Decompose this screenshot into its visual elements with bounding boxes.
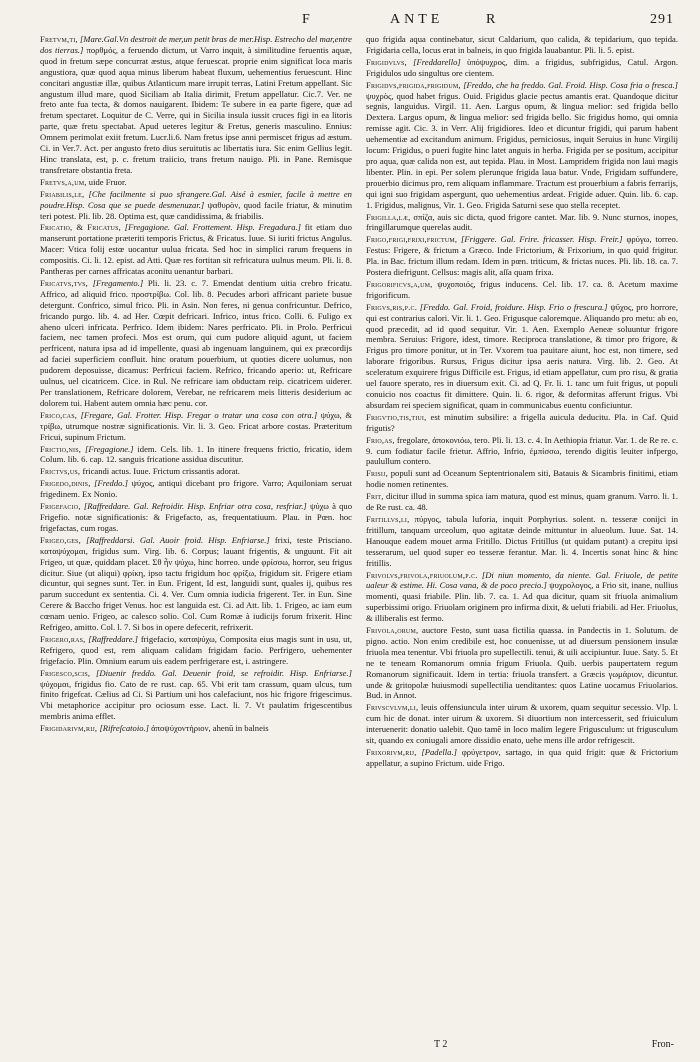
entry-definition: Pli. li. 23. c. 7. Emendat dentium uitia crebro fricatu. Affrico, ad aliquid frico. προστρίβω. Col. lib. 8. Pecudes arbori affricant pariete busue detergunt. Confrico, simul frico. Pli. in Asin. Non feres, ni genua confricuntur. Defrico, fricando purgo. lib. 4. ad Her. Cœpit defricari. Infrico, intus frico. Colli. 6. Fuligo ex aheno ulceri infricata. Perfrico. Idem ibidem: Nares perfricato. Pli. in Prolo. Perfricui faciem, nec tamen profeci. Mos est orum, qui cum pudore aliquid agunt, ut faciem perfricent, natura ipsa ad id impellente, quasi ab ingenuam languinem, qui ex præcordijs ad faciei superficiem confluit. hinc oratum pouerbium, ut quoties dicere uolumus, non pudorem deposuisse, dicamus: Perfricui faciem. Refrico, fricando aperio: ut, Refricare uulnus, uel cicatricem. Cice. in Rul. Ne refricare iam obductam reip. cicatricem uiderer. Per translationem, Refricare dolorem, Verebar, ne refricarem meis litteris desiderium ac dolorem tui. Habent autem omnia hæc penu. cor.: [40, 277, 352, 408]
entry-headword: Frigefacio,: [40, 501, 81, 512]
dictionary-entry: [40, 34, 352, 176]
entry-definition: φρύγετρον, sartago, in qua quid frigit: quæ & Frictorium appellatur, a supino Frictum. uide Frigo.: [366, 747, 678, 768]
entry-vernacular-glosses: [Di niun momento, da niente. Gal. Friuole, de petite ualeur & estime. Hi. Cosa vana, & de poco precio.]: [366, 569, 678, 591]
dictionary-entry: [366, 702, 678, 746]
entry-vernacular-glosses: [Freddo.]: [94, 478, 128, 489]
dictionary-entry: [366, 212, 678, 234]
entry-headword: Frigesco,scis,: [40, 667, 91, 678]
entry-vernacular-glosses: [Mare.Gal.Vn destroit de mer,un petit bras de mer.Hisp. Estrecho del mar,entre dos tierras.]: [40, 34, 352, 55]
entry-headword: Frivolvs,frivola,friuolum,p.c.: [366, 569, 478, 580]
entry-headword: Frigvs,ris,p.c.: [366, 301, 418, 312]
entry-definition: ψυχρὸς, quod habet frigus. Ouid. Frigidus glacie pectus amantis erat. Quandoque dicitur segnis, languidus. Virgil. 11. Aen. Largus opum, & lingua melior: sed frigida bello Dextera. Largus opum, & lingua melior: sed frigida bello. Sic frigidus homo, qui omnia remisse agit. Cic. 3. in Verr. Alij frigidiores. Ideo et dicuntur frigidi, qui parum habent uehementiæ ad excitandum animum. Frigidus, perniciosus, inquit Seruius in hunc Virgilij locum: Frigidus, o pueri fugite hinc latet anguis in herba. Frigida per se positum, accipitur pro aqua, quæ calida non est, aut tepida. Plau. in Most. Lampridem frigida non laui magis libenter. Plin. in epi. Per solem plerunque frigida laua batur. Vnde, Frigidam suffundere, prouerbio dicimus pro, rem aliquam inflammare. Tractum est prouerbium a fabris ferrarijs, qui igni suo frigidam aspergunt, quo uehementius ardeat. Frigide aduer. Quin. lib. 6. cap. 1. Frigidus, malignus, Vir. 1. Geo. Frigida Saturni sese quo stella receptet.: [366, 90, 678, 210]
dictionary-entry: [40, 535, 352, 633]
entry-vernacular-glosses: [Fregagione. Gal. Frottement. Hisp. Fregadura.]: [124, 222, 302, 233]
entry-headword: Frigvtio,tis,tiui,: [366, 411, 427, 422]
entry-vernacular-glosses: [Freddo, che ha freddo. Gal. Froid. Hisp. Cosa fria o fresca.]: [463, 79, 678, 90]
entry-headword: Fricatvs,tvs,: [40, 277, 89, 288]
dictionary-entry: [40, 634, 352, 667]
signature-mark: T 2: [434, 1039, 448, 1050]
entry-definition: ἀποψύχοντήριον, ahenū in balneis: [151, 723, 269, 734]
entry-headword: Frigidvlvs,: [366, 56, 407, 67]
entry-definition: fricandi actus. Iuue. Frictum crissantis adorat.: [82, 466, 240, 477]
entry-definition: φρύγω, torreo. Festus: Frigere, & frictum a Græco. Inde Frictorium, & Frixorium, in quo quid frigitur. Pla. in Bac. frictum illum redam. Idem in pœn. triticum, & frictas nuces. Pli. lib. 18. ca. 7. Posterа diefrigunt. Cellsus: magis alit, aſſa quam frixa.: [366, 234, 678, 278]
entry-vernacular-glosses: [Friggere. Gal. Frire. fricasser. Hisp. Freir.]: [461, 234, 623, 245]
entry-vernacular-glosses: [Diuenir freddo. Gal. Deuenir froid, se refroidir. Hisp. Enfriarse.]: [96, 667, 352, 678]
entry-headword: Fretvs,a,um,: [40, 176, 87, 187]
entry-definition: leuis offensiuncula inter uirum & uxorem, quam sequitur secessio. Vlp. l. cum hic de donat. inter uirum & uxorem. Si diuortium non intercesserit, sed friuiculum interuenerit: donatio ualebit. Quo tamē in loco malim legere Frigusculum: ut frigusculum sit, quando ex coniugali amore dissidio enato, uehe mens ille ardor refrigescit.: [366, 702, 678, 746]
dictionary-entry: [366, 412, 678, 434]
dictionary-entry: [40, 478, 352, 500]
entry-vernacular-glosses: [Rifreſcatoio.]: [99, 723, 150, 734]
dictionary-entry: [40, 723, 352, 734]
entry-definition: ψύχω à quo Frigefio. notæ significationis: & Frigefacto, as, frequentatiuum. Plau. in Pœn. hoc frigefactas, cum rogas.: [40, 501, 352, 533]
entry-vernacular-glosses: [Freddo. Gal. Froid, froidure. Hisp. Frio o frescura.]: [419, 301, 608, 312]
right-column: [366, 34, 678, 1024]
dictionary-entry: [366, 57, 678, 79]
entry-definition: πύργος, tabula luforia, inquit Porphyrius. solent. n. tesseræ conijci in fritillum, tanquam urceolum, quo agitatæ deinde mittuntur in alueolum. Iuue. Sat. 14. Hanouque eadem mouet arma Fritillo. Dictus Fritillus (ut quidam putant) a crepitu ipsi tesserarum, uel quod super eo tesseræ ferantur. Mar. li. 4. Incertis sonat hinc & hinc fritillis.: [366, 513, 678, 568]
entry-definition: ψαθυρὸν, quod facile friatur, & minutim teri potest. Pli. lib. 28. Optima est, quæ candidissima, & friabilis.: [40, 199, 352, 221]
page-footer: [374, 1039, 674, 1050]
entry-vernacular-glosses: [Fregare, Gal. Frotter. Hisp. Fregar o tratar una cosa con otra.]: [80, 409, 318, 420]
entry-vernacular-glosses: [Freddarello]: [413, 56, 461, 67]
entry-definition: auctore Festo, sunt uasa fictilia quassa. in Pandectis in 1. Solutum. de pigno. actio. Non enim credibile est, hoc conuenisse, ut ad diuersum pensionem insulæ friuola mea tenentur. Vbi friuola pro supellectili. tenui, & uili accipiuntur. Iuue. Saty. 5. Et ne te teneam Romanorum omnia frigum Friuola. Quib. uerbis paupertatem regum Romanorum significauit. Idem in tertia: friuola transfert. a Græcis γωμάριον, dicuntur. unde & gritopolæ huiusmodi supellectilia uenditantes: quos Latine uocamus Friuolarios. Bud. in Annot.: [366, 625, 678, 701]
page-number: 291: [650, 12, 674, 27]
dictionary-entry: [366, 279, 678, 301]
dictionary-entry: [40, 189, 352, 222]
entry-headword: Fritillvs,li,: [366, 513, 410, 524]
dictionary-entry: [40, 466, 352, 477]
dictionary-entry: [366, 234, 678, 278]
dictionary-entry: [40, 278, 352, 409]
entry-headword: Frigedo,dinis,: [40, 478, 91, 489]
entry-headword: Frigorificvs,a,um,: [366, 278, 433, 289]
entry-definition: dicitur illud in summa spica iam matura, quod est minus, quam granum. Varro. li. 1. de Re rust. ca. 48.: [366, 491, 678, 513]
entry-headword: Frictio,nis,: [40, 443, 82, 454]
dictionary-entry: [40, 410, 352, 443]
entry-definition: idem. Cels. lib. 1. In itinere frequens frictio, fricatio, idem Colum. lib. 6. cap. 12. sanguis fricatione assidua discutitur.: [40, 443, 352, 465]
entry-headword: Frivola,orum,: [366, 625, 419, 636]
entry-headword: Frictvs,us,: [40, 466, 81, 477]
entry-vernacular-glosses: [Fregagione.]: [84, 443, 134, 454]
entry-definition: populi sunt ad Oceanum Septentrionalem siti, Batauis & Sicambris finitimi, etiam hodie nomen retinentes.: [366, 468, 678, 490]
dictionary-entry: [40, 444, 352, 466]
dictionary-entry: [366, 491, 678, 513]
dictionary-entry: [40, 668, 352, 723]
entry-definition: πορθμός, a feruendo dictum, ut Varro inquit, à similitudine feruentis aquæ, quod in fretum sæpe concurrat æstus, atque feruescat. proprie enim significat loca maris angustiora, quæ quod aqua minus liberum habeat fluxum, uehementius feruescunt. Hinc concitari angustiæ illæ, quibus Atlanticum mare irrupit terras, Latini Fretum appellant. Sic angustum illud mare, quod Siciliam ab Italia dirimit, Fretum appellatur. Cic.7. Ver. ne freto ante fua tecta, & domos nauigarent. Ibidem: Te subere in ea parte figere, quæ ad fretum spectaret. Loquitur de C. Verre, qui in Sicilia insula iussit cruces figi in ea litoris parte, quæ fretu spectabat. Apud ueteres legitur & Fretus, generis masculino. Ennius: Omnem perimolat exiit fretum. Lucr.li.6. Nam fretus ipse anni permiscet frigus ad æstum. Ci. in Ver.7. Act. per angusto freto dius seruitutis ac libertatis iura. Sic enim Gellius legit. Hinc translata, est, p. c. fretum traiicio, trans fretum nauigo. Pli. in Pane. Remisque transfretare obstantia freta.: [40, 44, 352, 175]
entry-definition: ὑπόψυχρος, dim. a frigidus, subfrigidus, Catul. Argon. Frigidulos udo singultus ore cientem.: [366, 56, 678, 78]
dictionary-entry: [366, 468, 678, 490]
entry-headword: Frigidarivm,rij,: [40, 723, 98, 734]
entry-vernacular-glosses: [Raffreddare. Gal. Refroidir. Hisp. Enfriar otra cosa, resfriar.]: [83, 501, 307, 512]
text-columns: [40, 34, 678, 1024]
dictionary-entry: [40, 177, 352, 188]
entry-definition: ψύχος, antiqui dicebant pro frigore. Varro; Aquiloniam seruat frigedinem. Ex Nonio.: [40, 478, 352, 500]
entry-definition: fit etiam duo manserunt portatione præteriti temporis Frictus, & Fricatus. Iuue. Si iuriti frictus Angulus. Macer: Vtica folij estœ uocantur uulua fricata. Sed hoc in simplici rarum frequens in compositis. Ci. li. 12. epist. ad Atti. Quæ res fortitan sit refricatura uulnus meum. Pli. li. 8. Pantheras per carnes affricatas aconitu uenantur barbari.: [40, 222, 352, 277]
dictionary-entry: [366, 435, 678, 468]
entry-headword: Frigero,ras,: [40, 633, 86, 644]
entry-vernacular-glosses: [Fregamento.]: [92, 277, 144, 288]
entry-headword: Friabilis,le,: [40, 188, 85, 199]
entry-definition: frigefacio, καταψύχω, Composita eius magis sunt in usu, ut, Refrigero, quod est, rem aliquam calidam frigidam facio. Perfrigero, uehementer frigefacio. Plin. Omnium earum uis eadem perfrigerare est, i. astringere.: [40, 633, 352, 666]
dictionary-entry: [366, 747, 678, 769]
running-head-letter-f: F: [302, 12, 316, 27]
entry-vernacular-glosses: [Raffreddare.]: [88, 633, 139, 644]
entry-definition: ψῦχος, pro horrore, qui est contrarius calori. Vir. li. 1. Geo. Frigusque caloremque. Aliquando pro metu: ab eo, quod præcedit, ad id quod sequitur. Vir. 1. Aen. Exemplo Aeneæ soluuntur frigore membra. Seruius: Frigore, idest, timore. Reciproca translatione, & timor pro frigore, & Frigus pro timore ponitur, ut in Ter. Vxorem tua pauitare aiunt, hoc est, non timere, sed laborare frigoribus. Rursus, Frigus dicitur ipsa aeris natura. Virg. lib. 2. Geo. At sceleratum exquirere frigus Difficile est. Frigus, id etiam appellatur, cum pro risu, & gratia uel fauore sperato, res in diuersum exit. Ci. ad Q. Fr. li. 1. tanc um fuit frigus, ut populi conuicio nos coactus fit dimittere. Quin. li. 6. rigor, & deformitas afferunt frigus. Vbi absurdam rei speciem significat, quam in communicabus euentu conficiuntur.: [366, 301, 678, 410]
entry-headword: Frigo,frigi,frixi,frictum,: [366, 234, 458, 245]
entry-vernacular-glosses: [Che facilmente si puo sfrangere.Gal. Aisé à esmier, facile à mettre en poudre.Hisp. Cosa que se puede desmenuzar.]: [40, 188, 352, 210]
dictionary-entry: [40, 501, 352, 534]
entry-headword: Frit,: [366, 491, 384, 502]
entry-headword: Frigidvs,frigida,frigidum,: [366, 79, 461, 90]
entry-definition: ψύχω, & τρίβω, utrumque nostræ significationis. Vir. li. 3. Geo. Fricat arbore costas. Præteritum Fricui, supinum Frictum.: [40, 409, 352, 442]
entry-definition: σπίζα, auis sic dicta, quod frigore cantet. Mar. lib. 9. Nunc sturnos, inopes, fringillarumque querelas audit.: [366, 211, 678, 233]
entry-headword: Frivscvlvm,li,: [366, 702, 419, 713]
running-head: [40, 12, 678, 34]
running-head-ante: ANTE: [390, 12, 444, 27]
entry-headword: Fricatio, & Fricatus,: [40, 222, 121, 233]
entry-definition: fregolare, ἀποκονιόω, tero. Pli. li. 13. c. 4. In Aethiopia friatur. Var. 1. de Re re. c. 9. cum fodiatur facile frietur. Affrio, Infrio, ἐμπίσσω, terendo digitis leuiter infpergo, paulullum contero.: [366, 434, 678, 467]
dictionary-entry: [366, 570, 678, 625]
entry-definition: frixi, teste Prisciano. καταψύχομαι, frigidus sum. Virg. lib. 6. Corpus; lauant frigentis, & unguunt. Fit ait Frigeo, ut quæ, quiddam placet. Σθ ἦν ψύχω, hinc horreo. unde φρίσσω, horror, seu frigus dicitur. Siue (ut aliqui) φρίκη, ipso tactu frigidum hoc φρίξω, frigidum sit. Frigere etiam dicuntur, qui segnes sunt. Ter. in Eun. Frigent, Id est, languidi sunt, quales ij, quibus res parum succedunt ex sententia. Ci. 4. Ver. Cum omnia iudicia frigerent. Ter. in Eun. Sine Cerere & Baccho friget Venus. hoc est languida est. Ci. ad Att. lib. 1. Frigeo, ac iam eum cœnam uenio. Frigeo, ac calesco solio. Col. Cum Romæ à iudicijs forum frixerit. Hinc Refrigeo, amitto. Col. l. 7. Si bos in opere defecerit, refrixerit.: [40, 534, 352, 633]
entry-vernacular-glosses: [Padella.]: [421, 747, 457, 757]
entry-definition: ψυχρολογος, a Frio sit, inane, nullius momenti, quasi friabile. Plin. lib. 7. ca. 1. Ad qua dicitur, quam sit friuola animalium superbissimi origo. Friuolam originem pro infirma dixit, & ueluti friabili. ad Her. Friuolus, & illiberalis est fermo.: [366, 580, 678, 624]
entry-vernacular-glosses: [Raffreddarsi. Gal. Auoir froid. Hisp. Enfriarse.]: [86, 534, 270, 545]
catchword: Fron-: [651, 1039, 674, 1050]
entry-definition: quo frigida aqua continebatur, sicut Caldarium, quo calida, & tepidarium, quo tepida. Frigidaria cella, locus erat in balneis, in quo frigida lauabantur. Pli. li. 5. epist.: [366, 34, 678, 55]
entry-definition: uide Fruor.: [88, 176, 127, 187]
entry-headword: Frixorivm,rij,: [366, 747, 417, 757]
dictionary-entry: [366, 514, 678, 569]
left-column: [40, 34, 352, 1024]
entry-headword: Frigilla,læ,: [366, 211, 411, 222]
entry-definition: est minutim subsilire: a frigella auicula deducitu. Pla. in Caf. Quid frigutis?: [366, 411, 678, 433]
dictionary-entry: [366, 302, 678, 411]
entry-headword: Frisij,: [366, 468, 388, 479]
entry-headword: Frio,as,: [366, 434, 395, 445]
dictionary-entry: [366, 80, 678, 211]
entry-headword: Frico,cas,: [40, 409, 78, 420]
running-head-letter-r: R: [486, 12, 502, 27]
entry-definition: ψύχομαι, frigidus fio. Cato de re rust. cap. 65. Vbi erit tam crassum, quam ulcus, tum finito frigefcat. Cælius ad Ci. Si Partium uni hos calefaciunt, nos hic frigore frigescimus. Vbi metaphorice accipitur pro ociosum esse. Lact. li. 7. Vt paulatim frigescentibus membris anima efflet.: [40, 678, 352, 722]
entry-definition: ψυχοποιός, frigus inducens. Cel. lib. 17. ca. 8. Acetum maxime frigorificum.: [366, 278, 678, 300]
dictionary-entry: [366, 34, 678, 56]
entry-headword: Fretvm,ti,: [40, 34, 78, 44]
dictionary-entry: [366, 625, 678, 701]
entry-headword: Frigeo,ges,: [40, 534, 81, 545]
dictionary-entry: [40, 222, 352, 277]
